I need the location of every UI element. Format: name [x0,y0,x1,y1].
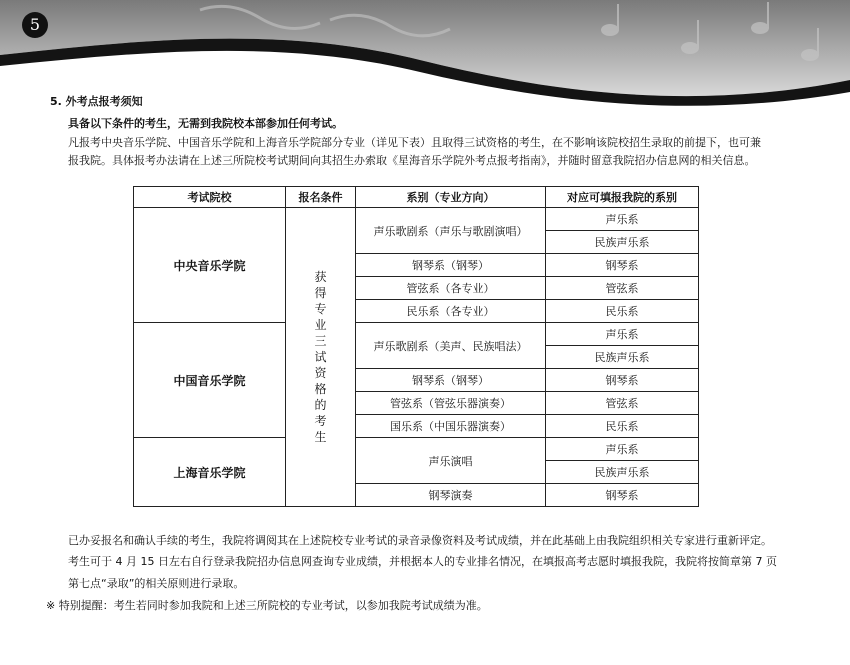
department-cell: 管弦系（管弦乐器演奏） [356,392,546,415]
intro-line-2: 报我院。具体报考办法请在上述三所院校考试期间向其招生办索取《星海音乐学院外考点报考指南》，并随时留意我院招办信息网的相关信息。 [68,154,756,167]
note-line-3: 第七点“录取”的相关原则进行录取。 [68,577,245,590]
school-name-cell: 上海音乐学院 [134,438,286,507]
target-cell: 民乐系 [546,415,699,438]
section-title: 5. 外考点报考须知 [50,95,143,108]
table-row [134,208,699,231]
department-cell: 管弦系（各专业） [356,277,546,300]
table-header-row [134,187,699,208]
department-cell: 声乐演唱 [356,438,546,484]
department-cell: 钢琴演奏 [356,484,546,507]
department-cell: 声乐歌剧系（美声、民族唱法） [356,323,546,369]
school-name-cell: 中国音乐学院 [134,323,286,438]
note-line-1: 已办妥报名和确认手续的考生，我院将调阅其在上述院校专业考试的录音录像资料及考试成绩，并在此基础上由我院组织相关专家进行重新评定。 [68,534,772,547]
table-row [134,438,699,461]
target-cell: 管弦系 [546,392,699,415]
target-cell: 管弦系 [546,277,699,300]
column-header-school: 考试院校 [134,187,286,208]
target-cell: 声乐系 [546,323,699,346]
page-number-badge: 5 [22,12,48,38]
school-name-cell: 中央音乐学院 [134,208,286,323]
department-cell: 民乐系（各专业） [356,300,546,323]
column-header-condition: 报名条件 [286,187,356,208]
target-cell: 民族声乐系 [546,346,699,369]
table-row [134,323,699,346]
exam-schools-table [133,186,699,507]
target-cell: 民乐系 [546,300,699,323]
department-cell: 钢琴系（钢琴） [356,369,546,392]
condition-cell [286,208,356,507]
target-cell: 钢琴系 [546,484,699,507]
target-cell: 钢琴系 [546,369,699,392]
column-header-department: 系别（专业方向） [356,187,546,208]
department-cell: 钢琴系（钢琴） [356,254,546,277]
intro-line-1: 凡报考中央音乐学院、中国音乐学院和上海音乐学院部分专业（详见下表）且取得三试资格的考生，在不影响该院校招生录取的前提下，也可兼 [68,136,761,149]
department-cell: 国乐系（中国乐器演奏） [356,415,546,438]
target-cell: 民族声乐系 [546,461,699,484]
header-banner [0,0,850,110]
target-cell: 民族声乐系 [546,231,699,254]
target-cell: 声乐系 [546,208,699,231]
target-cell: 声乐系 [546,438,699,461]
department-cell: 声乐歌剧系（声乐与歌剧演唱） [356,208,546,254]
condition-text: 获得专业三试资格的考生 [314,270,327,444]
special-reminder: ※ 特别提醒：考生若同时参加我院和上述三所院校的专业考试，以参加我院考试成绩为准。 [46,599,488,612]
note-line-2: 考生可于 4 月 15 日左右自行登录我院招办信息网查询专业成绩，并根据本人的专业排名情况，在填报高考志愿时填报我院，我院将按简章第 7 页 [68,555,777,568]
column-header-target-department: 对应可填报我院的系别 [546,187,699,208]
condition-heading: 具备以下条件的考生，无需到我院校本部参加任何考试。 [68,117,343,130]
target-cell: 钢琴系 [546,254,699,277]
